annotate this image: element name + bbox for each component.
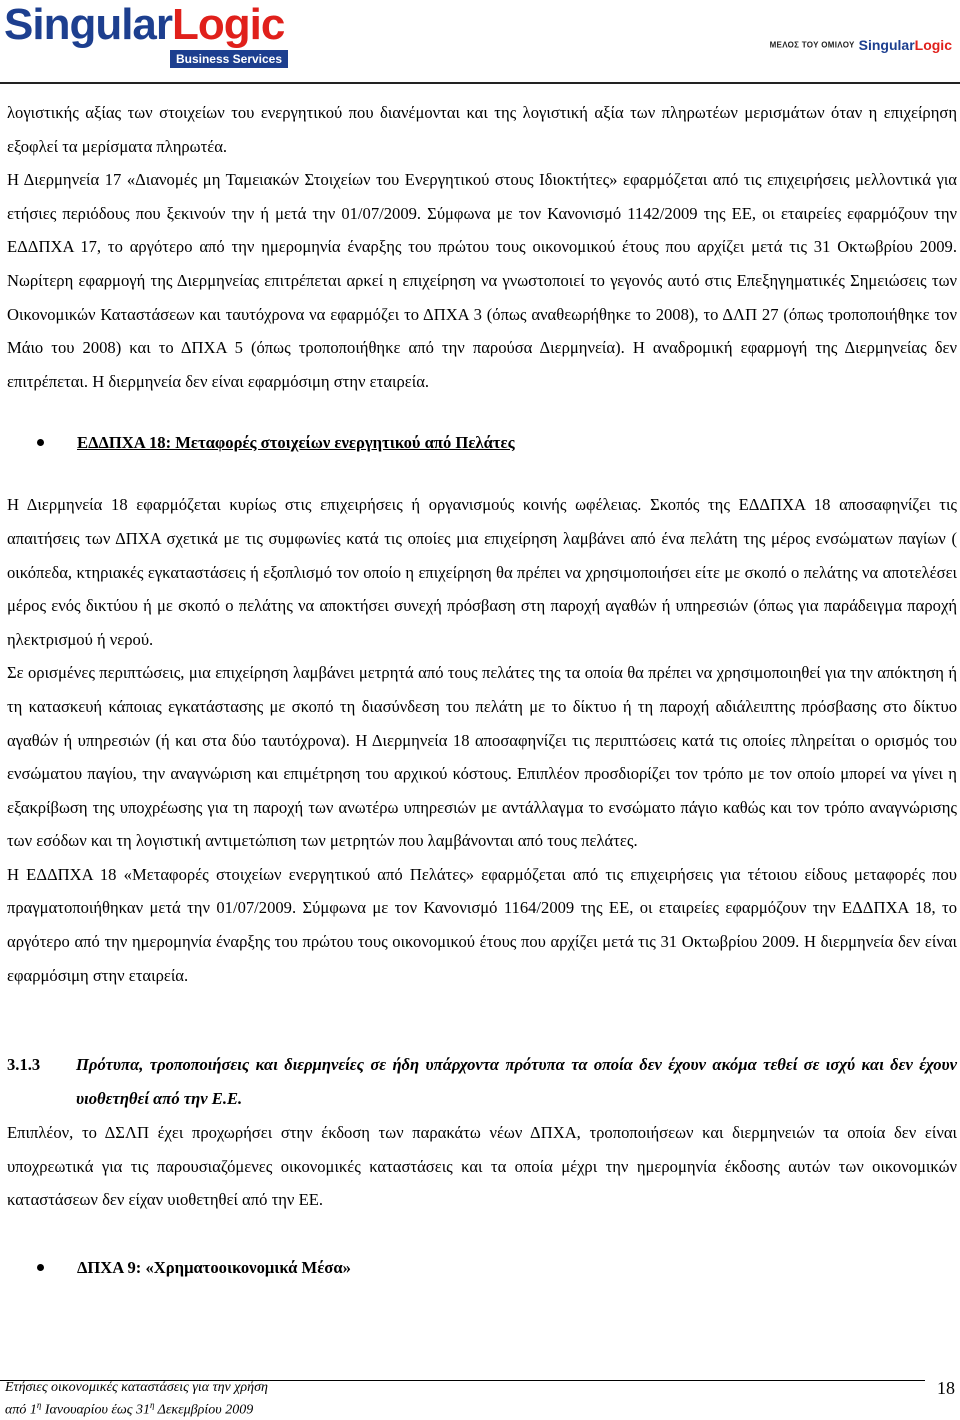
bullet-icon — [37, 439, 44, 446]
logo-word-logic: Logic — [172, 0, 285, 49]
bullet-item-eddpxa-18 — [7, 426, 957, 460]
page-footer — [0, 1378, 960, 1420]
singular-logic-logo — [4, 0, 285, 66]
footer-superscript: η — [36, 1400, 42, 1410]
spacer — [7, 992, 957, 1048]
section-number: 3.1.3 — [7, 1055, 41, 1075]
spacer — [7, 398, 957, 426]
page-header — [0, 0, 960, 80]
header-rule — [0, 82, 960, 84]
footer-period-part: από 1 — [5, 1402, 37, 1418]
footer-period-part: Δεκεμβρίου 2009 — [154, 1402, 254, 1418]
section-title: Πρότυπα, τροποποιήσεις και διερμηνείες σε ήδη υπάρχοντα πρότυπα τα οποία δεν έχουν ακόμα τεθεί σε ισχύ και δεν έχουν υιοθετηθεί από την Ε.Ε. — [76, 1055, 957, 1109]
footer-title: Ετήσιες οικονομικές καταστάσεις για την χρήση — [5, 1380, 268, 1395]
paragraph-5: Η ΕΔΔΠΧΑ 18 «Μεταφορές στοιχείων ενεργητικού από Πελάτες» εφαρμόζεται από τις επιχειρήσεις για τέτοιου είδους μεταφορές που πραγματοποιήθηκαν μετά την 01/07/2009. Σύμφωνα με τον Κανονισμό 1164/2009 της ΕΕ, οι εταιρείες εφαρμόζουν την ΕΔΔΠΧΑ 18, το αργότερο από την ημερομηνία έναρξης του πρώτου τους οικονομικού έτους που αρχίζει μετά τις 31 Οκτωβρίου 2009. Η διερμηνεία δεν είναι εφαρμόσιμη στην εταιρεία. — [7, 864, 957, 985]
spacer — [7, 1217, 957, 1251]
bullet-icon — [37, 1264, 44, 1271]
paragraph-3: Η Διερμηνεία 18 εφαρμόζεται κυρίως στις επιχειρήσεις ή οργανισμούς κοινής ωφέλειας. Σκοπός της ΕΔΔΠΧΑ 18 αποσαφηνίζει τις απαιτήσεις των ΔΠΧΑ σχετικά με τις συμφωνίες κατά τις οποίες μια επιχείρηση λαμβάνει από ένα πελάτη της μέρος ενσώματων παγίων ( οικόπεδα, κτηριακές εγκαταστάσεις ή εξοπλισμό τον οποίο η επιχείρηση θα πρέπει να χρησιμοποιήσει είτε με σκοπό ο πελάτης να αποτελέσει μέρος ενός δικτύου ή με σκοπό ο πελάτης να αποκτήσει συνεχή πρόσβαση στη παροχή αγαθών ή υπηρεσιών (όπως για παράδειγμα παροχή ηλεκτρισμού ή νερού. — [7, 495, 957, 649]
paragraph-6: Επιπλέον, το ΔΣΛΠ έχει προχωρήσει στην έκδοση των παρακάτω νέων ΔΠΧΑ, τροποποιήσεων και διερμηνειών τα οποία δεν είναι υποχρεωτικά για τις παρουσιαζόμενες οικονομικές καταστάσεις και τα οποία μέχρι την ημερομηνία έκδοσης αυτών των οικονομικών καταστάσεων δεν είχαν υιοθετηθεί από την ΕΕ. — [7, 1123, 957, 1210]
bullet-item-dpxa-9 — [7, 1251, 957, 1285]
bullet-heading-text: ΔΠΧΑ 9: «Χρηματοοικονομικά Μέσα» — [77, 1258, 351, 1278]
paragraph-4: Σε ορισμένες περιπτώσεις, μια επιχείρηση λαμβάνει μετρητά από τους πελάτες της τα οποία θα πρέπει να χρησιμοποιηθεί για την απόκτηση ή τη κατασκευή κάποιας εγκατάστασης με σκοπό τη διασύνδεση του πελάτη με το δίκτυο ή τη παροχή αδιάλειπτης πρόσβασης στο δίκτυο αγαθών ή υπηρεσιών (ή και στα δύο ταυτόχρονα). Η Διερμηνεία 18 αποσαφηνίζει τις περιπτώσεις κατά τις οποίες πληρείται ο ορισμός του ενσώματου παγίου, την αναγνώριση και επιμέτρηση του αρχικού κόστους. Επιπλέον προσδιορίζει τον τρόπο με τον οποίο μπορεί να γίνει η εξακρίβωση της υποχρέωσης για τη παροχή των ανωτέρω υπηρεσιών με αντάλλαγμα το ενσώματο πάγιο καθώς και τον τρόπο αναγνώρισης των εσόδων και τη λογιστική αντιμετώπιση των μετρητών που λαμβάνονται από τους πελάτες. — [7, 663, 957, 851]
page-number: 18 — [937, 1378, 955, 1398]
group-member-logo — [770, 36, 952, 54]
footer-superscript: η — [149, 1400, 155, 1410]
small-logo-logic: Logic — [914, 36, 952, 53]
small-logo-singular: Singular — [858, 36, 915, 53]
paragraph-1: λογιστικής αξίας των στοιχείων του ενεργητικού που διανέμονται και της λογιστική αξία των πληρωτέων μερισμάτων όταν η επιχείρηση εξοφλεί τα μερίσματα πληρωτέα. — [7, 103, 957, 156]
logo-word-singular: Singular — [4, 0, 173, 49]
section-heading — [7, 1048, 957, 1116]
document-body — [7, 96, 957, 1285]
footer-period-part: Ιανουαρίου έως 31 — [41, 1402, 150, 1418]
spacer — [7, 460, 957, 488]
member-of-group-text: ΜΕΛΟΣ ΤΟΥ ΟΜΙΛΟΥ — [769, 40, 855, 50]
logo-business-services: Business Services — [170, 50, 288, 68]
paragraph-2: Η Διερμηνεία 17 «Διανομές μη Ταμειακών Στοιχείων του Ενεργητικού στους Ιδιοκτήτες» εφαρμόζεται από τις επιχειρήσεις μελλοντικά για ετήσιες περιόδους που ξεκινούν την ή μετά την 01/07/2009. Σύμφωνα με τον Κανονισμό 1142/2009 της ΕΕ, οι εταιρείες εφαρμόζουν την ΕΔΔΠΧΑ 17, το αργότερο από την ημερομηνία έναρξης του πρώτου τους οικονομικού έτους που αρχίζει μετά τις 31 Οκτωβρίου 2009. Νωρίτερη εφαρμογή της Διερμηνείας επιτρέπεται αρκεί η επιχείρηση να γνωστοποιεί το γεγονός αυτό στις Επεξηγηματικές Σημειώσεις των Οικονομικών Καταστάσεων και ταυτόχρονα να εφαρμόζει το ΔΠΧΑ 3 (όπως αναθεωρήθηκε το 2008), το ΔΛΠ 27 (όπως τροποποιήθηκε τον Μάιο του 2008) και το ΔΠΧΑ 5 (όπως τροποποιήθηκε από την παρούσα Διερμηνεία). Η αναδρομική εφαρμογή της Διερμηνείας δεν επιτρέπεται. Η διερμηνεία δεν είναι εφαρμόσιμη στην εταιρεία. — [7, 170, 957, 391]
footer-period — [5, 1400, 253, 1419]
bullet-heading-text: ΕΔΔΠΧΑ 18: Μεταφορές στοιχείων ενεργητικού από Πελάτες — [77, 433, 515, 453]
